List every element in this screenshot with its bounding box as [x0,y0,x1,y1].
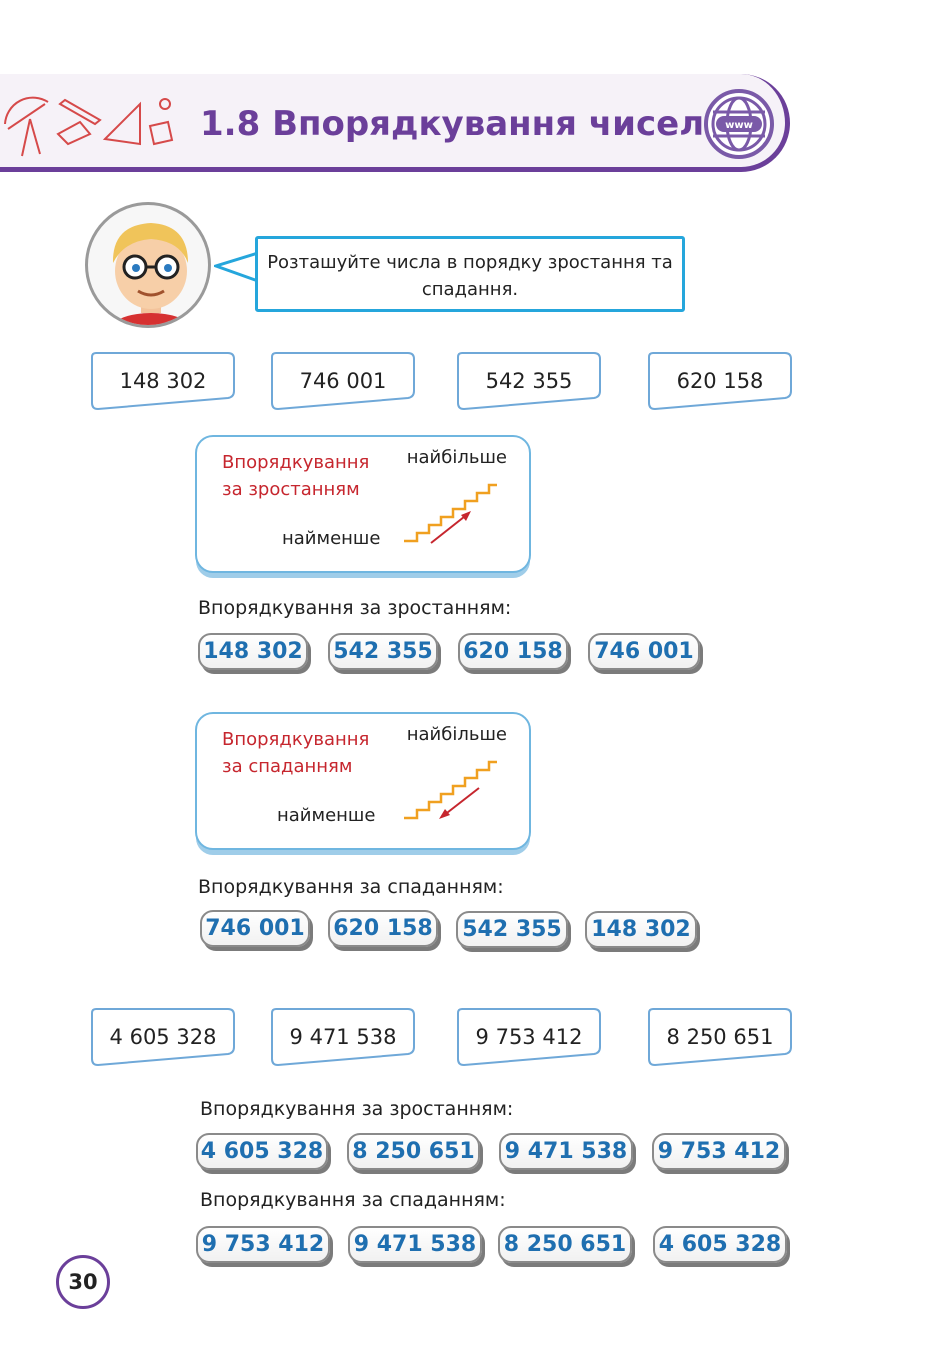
descending-number-pill: 746 001 [200,910,310,947]
page-title: 1.8 Впорядкування чисел [200,104,705,144]
descending-number-pill: 8 250 651 [498,1226,632,1263]
ascending-number-pill: 746 001 [588,633,700,670]
number-box: 148 302 [88,351,238,411]
number-box: 4 605 328 [88,1007,238,1067]
avatar [85,202,211,328]
largest-label: найбільше [406,447,507,468]
ascending-number-pill: 148 302 [198,633,308,670]
number-box: 8 250 651 [645,1007,795,1067]
descending-number-pill: 148 302 [585,911,697,948]
descending-number-pill: 620 158 [328,910,438,947]
ascending-number-pill: 9 753 412 [652,1133,786,1170]
stairs-up-arrow-icon [399,475,499,545]
www-icon-text: www [725,120,753,131]
number-box: 620 158 [645,351,795,411]
number-box: 542 355 [454,351,604,411]
stairs-down-arrow-icon [399,752,499,822]
descending-number-pill: 9 753 412 [196,1226,330,1263]
descending-heading: Впорядкування за спаданням [222,729,370,777]
www-globe-icon[interactable] [703,88,775,160]
number-box: 746 001 [268,351,418,411]
math-tools-icon [0,84,190,164]
descending-info-box [195,712,531,850]
boy-face-icon [88,205,211,328]
descending-label: Впорядкування за спаданням: [200,1189,506,1211]
ascending-heading: Впорядкування за зростанням [222,452,370,500]
smallest-label: найменше [277,805,376,826]
descending-number-pill: 4 605 328 [653,1226,787,1263]
speech-bubble: Розташуйте числа в порядку зростання та спадання. [255,236,685,312]
descending-number-pill: 542 355 [456,911,568,948]
ascending-number-pill: 542 355 [328,633,438,670]
descending-label: Впорядкування за спаданням: [198,876,504,898]
page-number: 30 [56,1255,110,1309]
speech-tail [214,250,260,284]
number-box: 9 753 412 [454,1007,604,1067]
ascending-label: Впорядкування за зростанням: [198,597,512,619]
ascending-number-pill: 9 471 538 [499,1133,633,1170]
smallest-label: найменше [282,528,381,549]
largest-label: найбільше [406,724,507,745]
ascending-number-pill: 4 605 328 [196,1133,328,1170]
descending-number-pill: 9 471 538 [348,1226,482,1263]
ascending-info-box [195,435,531,573]
ascending-number-pill: 8 250 651 [347,1133,480,1170]
number-box: 9 471 538 [268,1007,418,1067]
ascending-number-pill: 620 158 [458,633,568,670]
ascending-label: Впорядкування за зростанням: [200,1098,514,1120]
